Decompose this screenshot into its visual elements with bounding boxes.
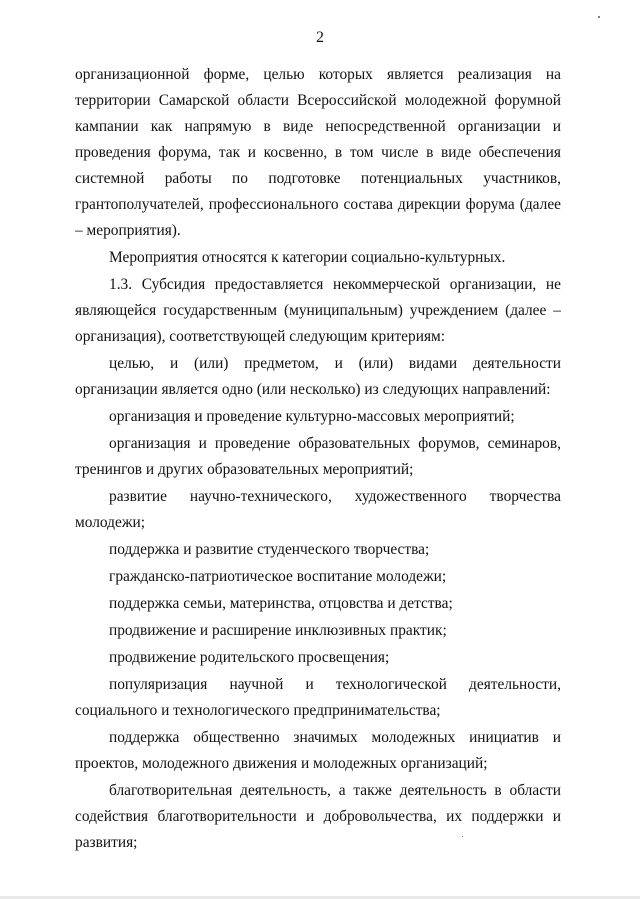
list-item: поддержка и развитие студенческого творчества; xyxy=(109,541,430,558)
list-item: популяризация научной и технологической деятельности, социального и технологического предпринимательства; xyxy=(75,676,561,719)
paragraph-criteria-intro: целью, и (или) предметом, и (или) видами деятельности организации является одно (или несколько) из следующих направлений: xyxy=(75,355,561,398)
list-item: продвижение родительского просвещения; xyxy=(109,649,390,666)
scan-speck xyxy=(462,836,463,837)
list-item: благотворительная деятельность, а также деятельность в области содействия благотворительности и добровольчества, их поддержки и развития; xyxy=(75,782,561,851)
page-number: 2 xyxy=(316,29,324,46)
list-item: продвижение и расширение инклюзивных практик; xyxy=(109,622,447,639)
list-item: развитие научно-технического, художественного творчества молодежи; xyxy=(75,488,561,531)
list-item: поддержка семьи, материнства, отцовства и детства; xyxy=(109,595,453,612)
list-item: поддержка общественно значимых молодежных инициатив и проектов, молодежного движения и молодежных организаций; xyxy=(75,729,561,772)
document-body xyxy=(75,62,561,856)
list-item: организация и проведение образовательных форумов, семинаров, тренингов и других образовательных мероприятий; xyxy=(75,435,561,478)
paragraph-intro-continuation: организационной форме, целью которых является реализация на территории Самарской области Всероссийской молодежной форумной кампании как напрямую в виде непосредственной организации и проведения форума, так и косвенно, в том числе в виде обеспечения системной работы по подготовке потенциальных участников, грантополучателей, профессионального состава дирекции форума (далее – мероприятия). xyxy=(75,66,561,239)
list-item: гражданско-патриотическое воспитание молодежи; xyxy=(109,568,447,585)
paragraph-events-category: Мероприятия относятся к категории социально-культурных. xyxy=(109,249,506,266)
list-item: организация и проведение культурно-массовых мероприятий; xyxy=(109,408,515,425)
paragraph-clause-1-3: 1.3. Субсидия предоставляется некоммерческой организации, не являющейся государственным (муниципальным) учреждением (далее – организация), соответствующей следующим критериям: xyxy=(75,276,561,345)
scan-speck xyxy=(598,16,600,18)
